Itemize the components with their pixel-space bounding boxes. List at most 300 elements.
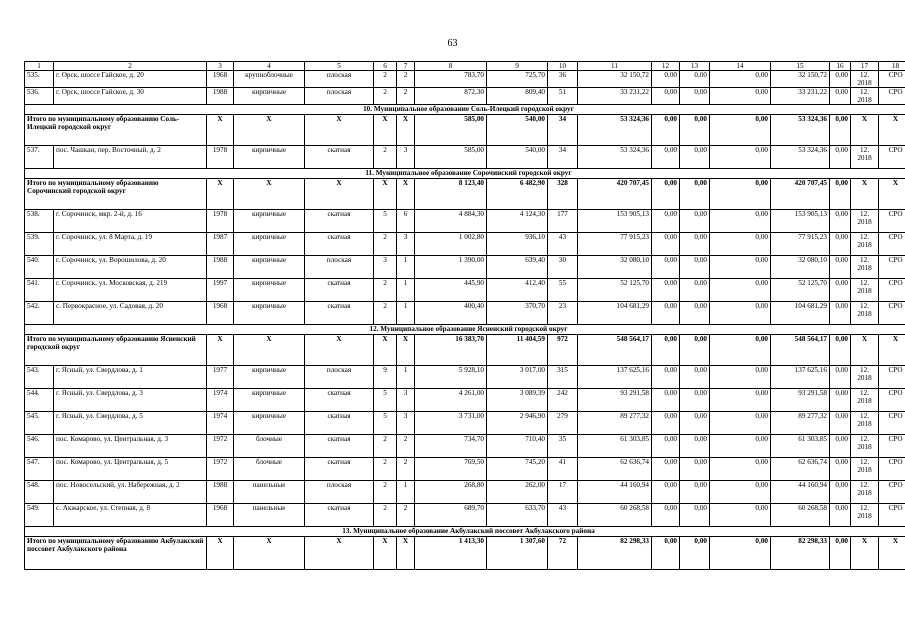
subtotal-row — [25, 537, 905, 570]
column-number-cell: 7 — [397, 62, 415, 71]
table-cell: г. Сорочинск, мкр. 2-й, д. 16 — [54, 210, 207, 233]
table-cell: плоская — [305, 481, 374, 504]
subtotal-cell: 82 298,33 — [771, 537, 830, 570]
table-cell: 445,90 — [415, 279, 487, 302]
table-cell: 3 — [397, 389, 415, 412]
table-cell: 12. 2018 — [851, 481, 879, 504]
table-cell: 2 — [374, 71, 397, 88]
subtotal-cell: X — [374, 335, 397, 366]
table-cell: 0,00 — [710, 302, 771, 325]
table-cell: 0,00 — [830, 366, 851, 389]
subtotal-cell: X — [879, 115, 905, 146]
table-cell: 5 — [374, 210, 397, 233]
table-cell: 872,30 — [415, 88, 487, 105]
table-cell: с. Акжарское, ул. Степная, д. 8 — [54, 504, 207, 527]
subtotal-cell: X — [397, 179, 415, 210]
table-cell: СРО — [879, 412, 905, 435]
table-cell: СРО — [879, 71, 905, 88]
table-cell: СРО — [879, 458, 905, 481]
table-cell: 4 884,30 — [415, 210, 487, 233]
table-cell: 0,00 — [830, 302, 851, 325]
subtotal-cell: X — [207, 537, 234, 570]
subtotal-cell: 34 — [548, 115, 578, 146]
table-cell: 33 231,22 — [771, 88, 830, 105]
table-cell: 32 080,10 — [771, 256, 830, 279]
table-cell: 0,00 — [652, 412, 680, 435]
table-cell: 137 625,16 — [578, 366, 652, 389]
column-number-cell: 2 — [54, 62, 207, 71]
table-cell: 12. 2018 — [851, 412, 879, 435]
table-row — [25, 279, 905, 302]
table-cell: 4 124,30 — [487, 210, 548, 233]
table-row — [25, 366, 905, 389]
table-cell: 745,20 — [487, 458, 548, 481]
subtotal-cell: 0,00 — [652, 179, 680, 210]
subtotal-cell: X — [234, 179, 305, 210]
table-cell: 0,00 — [680, 279, 710, 302]
subtotal-cell: 972 — [548, 335, 578, 366]
table-cell: СРО — [879, 366, 905, 389]
table-cell: 545. — [25, 412, 54, 435]
table-cell: 0,00 — [710, 88, 771, 105]
table-cell: 546. — [25, 435, 54, 458]
table-cell: пос. Чашкан, пер. Восточный, д. 2 — [54, 146, 207, 169]
table-cell: плоская — [305, 256, 374, 279]
table-cell: 3 089,39 — [487, 389, 548, 412]
table-cell: 0,00 — [830, 481, 851, 504]
table-cell: 177 — [548, 210, 578, 233]
table-cell: 17 — [548, 481, 578, 504]
table-cell: 268,80 — [415, 481, 487, 504]
subtotal-cell: 0,00 — [830, 335, 851, 366]
table-cell: 1 — [397, 302, 415, 325]
table-row — [25, 71, 905, 88]
table-cell: 543. — [25, 366, 54, 389]
table-cell: 0,00 — [830, 71, 851, 88]
table-cell: 0,00 — [680, 233, 710, 256]
table-cell: 0,00 — [710, 412, 771, 435]
table-cell: г. Орск, шоссе Гайское, д. 30 — [54, 88, 207, 105]
table-cell: 1 002,80 — [415, 233, 487, 256]
subtotal-cell: 548 564,17 — [578, 335, 652, 366]
table-cell: пос. Комарово, ул. Центральная, д. 3 — [54, 435, 207, 458]
table-cell: 783,70 — [415, 71, 487, 88]
table-cell: 2 — [397, 435, 415, 458]
subtotal-cell: 0,00 — [680, 179, 710, 210]
table-row — [25, 412, 905, 435]
table-cell: СРО — [879, 435, 905, 458]
subtotal-cell: X — [397, 537, 415, 570]
subtotal-cell: X — [879, 335, 905, 366]
table-cell: 12. 2018 — [851, 71, 879, 88]
table-cell: 153 905,13 — [578, 210, 652, 233]
column-number-cell: 11 — [578, 62, 652, 71]
table-row — [25, 210, 905, 233]
table-cell: 0,00 — [830, 504, 851, 527]
table-cell: 2 — [374, 504, 397, 527]
subtotal-cell: 420 707,45 — [771, 179, 830, 210]
table-cell: 23 — [548, 302, 578, 325]
table-cell: 77 915,23 — [771, 233, 830, 256]
table-cell: 0,00 — [680, 458, 710, 481]
section-title: 12. Муниципальное образование Ясненский городской округ — [25, 325, 905, 335]
table-cell: скатная — [305, 210, 374, 233]
table-cell: 104 681,29 — [771, 302, 830, 325]
table-cell: 89 277,32 — [578, 412, 652, 435]
subtotal-cell: 1 307,60 — [487, 537, 548, 570]
subtotal-cell: 0,00 — [652, 335, 680, 366]
table-cell: скатная — [305, 435, 374, 458]
table-cell: 12. 2018 — [851, 458, 879, 481]
table-cell: 36 — [548, 71, 578, 88]
table-cell: 60 268,58 — [771, 504, 830, 527]
subtotal-cell: 0,00 — [710, 537, 771, 570]
subtotal-cell: 328 — [548, 179, 578, 210]
table-cell: 12. 2018 — [851, 146, 879, 169]
table-cell: 93 291,58 — [578, 389, 652, 412]
table-cell: 542. — [25, 302, 54, 325]
table-cell: скатная — [305, 146, 374, 169]
table-cell: 0,00 — [680, 389, 710, 412]
table-cell: 541. — [25, 279, 54, 302]
subtotal-label: Итого по муниципальному образованию Сорочинский городской округ — [25, 179, 207, 210]
table-cell: 0,00 — [710, 389, 771, 412]
subtotal-cell: X — [879, 537, 905, 570]
column-number-cell: 12 — [652, 62, 680, 71]
table-cell: 1988 — [207, 88, 234, 105]
subtotal-cell: 0,00 — [710, 335, 771, 366]
subtotal-row — [25, 115, 905, 146]
table-cell: 689,70 — [415, 504, 487, 527]
subtotal-cell: X — [851, 179, 879, 210]
table-cell: 585,00 — [415, 146, 487, 169]
column-number-row — [25, 62, 905, 71]
table-cell: 4 261,00 — [415, 389, 487, 412]
table-cell: 12. 2018 — [851, 233, 879, 256]
table-cell: 0,00 — [710, 366, 771, 389]
table-cell: панельные — [234, 481, 305, 504]
table-cell: СРО — [879, 389, 905, 412]
table-cell: 0,00 — [680, 210, 710, 233]
table-cell: г. Ясный, ул. Свердлова, д. 1 — [54, 366, 207, 389]
subtotal-cell: 420 707,45 — [578, 179, 652, 210]
table-cell: 153 905,13 — [771, 210, 830, 233]
table-cell: кирпичные — [234, 389, 305, 412]
section-header-row — [25, 527, 905, 537]
table-cell: 5 — [374, 389, 397, 412]
table-cell: 0,00 — [652, 504, 680, 527]
column-number-cell: 4 — [234, 62, 305, 71]
table-cell: 0,00 — [680, 481, 710, 504]
subtotal-cell: 548 564,17 — [771, 335, 830, 366]
table-cell: 12. 2018 — [851, 88, 879, 105]
table-cell: 0,00 — [830, 88, 851, 105]
table-cell: 2 — [374, 88, 397, 105]
table-row — [25, 302, 905, 325]
table-cell: г. Сорочинск, ул. Ворошилова, д. 20 — [54, 256, 207, 279]
table-cell: 0,00 — [680, 504, 710, 527]
table-cell: 809,40 — [487, 88, 548, 105]
table-cell: СРО — [879, 210, 905, 233]
subtotal-label: Итого по муниципальному образованию Ясненский городской округ — [25, 335, 207, 366]
subtotal-cell: X — [305, 179, 374, 210]
table-cell: 544. — [25, 389, 54, 412]
table-cell: 2 — [374, 481, 397, 504]
table-cell: с. Первокрасное, ул. Садовая, д. 20 — [54, 302, 207, 325]
subtotal-cell: 16 383,70 — [415, 335, 487, 366]
table-row — [25, 146, 905, 169]
table-cell: 2 — [374, 279, 397, 302]
table-cell: 0,00 — [830, 279, 851, 302]
table-cell: г. Орск, шоссе Гайское, д. 20 — [54, 71, 207, 88]
table-cell: плоская — [305, 71, 374, 88]
table-cell: 0,00 — [680, 71, 710, 88]
table-cell: 0,00 — [710, 233, 771, 256]
subtotal-cell: X — [851, 115, 879, 146]
column-number-cell: 17 — [851, 62, 879, 71]
table-cell: 262,00 — [487, 481, 548, 504]
table-cell: 12. 2018 — [851, 389, 879, 412]
table-cell: 0,00 — [652, 210, 680, 233]
table-cell: 0,00 — [710, 435, 771, 458]
table-cell: кирпичные — [234, 279, 305, 302]
table-cell: 1974 — [207, 389, 234, 412]
table-cell: 0,00 — [710, 481, 771, 504]
table-cell: 12. 2018 — [851, 210, 879, 233]
table-cell: 0,00 — [652, 302, 680, 325]
subtotal-cell: X — [397, 335, 415, 366]
section-header-row — [25, 325, 905, 335]
table-cell: 137 625,16 — [771, 366, 830, 389]
subtotal-label: Итого по муниципальному образованию Акбулакский поссовет Акбулакского района — [25, 537, 207, 570]
table-cell: кирпичные — [234, 210, 305, 233]
table-cell: СРО — [879, 302, 905, 325]
subtotal-cell: 6 482,90 — [487, 179, 548, 210]
table-cell: 2 — [374, 146, 397, 169]
table-cell: 53 324,36 — [578, 146, 652, 169]
table-row — [25, 435, 905, 458]
subtotal-cell: 72 — [548, 537, 578, 570]
table-cell: 12. 2018 — [851, 279, 879, 302]
table-cell: 3 731,00 — [415, 412, 487, 435]
table-cell: 62 636,74 — [578, 458, 652, 481]
page-number: 63 — [447, 38, 458, 49]
table-cell: 0,00 — [652, 389, 680, 412]
table-cell: 633,70 — [487, 504, 548, 527]
table-cell: 734,70 — [415, 435, 487, 458]
table-cell: 1 390,00 — [415, 256, 487, 279]
table-cell: 12. 2018 — [851, 435, 879, 458]
table-cell: 32 150,72 — [771, 71, 830, 88]
table-cell: скатная — [305, 504, 374, 527]
subtotal-cell: 0,00 — [652, 115, 680, 146]
column-number-cell: 5 — [305, 62, 374, 71]
table-cell: 2 — [374, 435, 397, 458]
section-title: 13. Муниципальное образование Акбулакский поссовет Акбулакского района — [25, 527, 905, 537]
table-cell: 1972 — [207, 435, 234, 458]
table-cell: 315 — [548, 366, 578, 389]
subtotal-cell: X — [374, 179, 397, 210]
section-header-row — [25, 169, 905, 179]
table-cell: 61 303,85 — [578, 435, 652, 458]
column-number-cell: 13 — [680, 62, 710, 71]
table-cell: СРО — [879, 256, 905, 279]
table-row — [25, 481, 905, 504]
table-cell: 3 017,00 — [487, 366, 548, 389]
table-cell: скатная — [305, 302, 374, 325]
subtotal-cell: 540,00 — [487, 115, 548, 146]
table-cell: 3 — [397, 146, 415, 169]
subtotal-cell: 11 404,59 — [487, 335, 548, 366]
subtotal-cell: X — [207, 179, 234, 210]
table-cell: 2 — [374, 233, 397, 256]
table-cell: 0,00 — [652, 279, 680, 302]
table-cell: 1 — [397, 279, 415, 302]
table-cell: 1988 — [207, 256, 234, 279]
table-cell: 1988 — [207, 481, 234, 504]
table-cell: 12. 2018 — [851, 504, 879, 527]
table-cell: блочные — [234, 458, 305, 481]
subtotal-cell: 1 413,30 — [415, 537, 487, 570]
table-cell: 0,00 — [652, 88, 680, 105]
table-row — [25, 504, 905, 527]
table-cell: 32 150,72 — [578, 71, 652, 88]
table-cell: 0,00 — [652, 366, 680, 389]
table-cell: 0,00 — [710, 504, 771, 527]
table-cell: 1 — [397, 481, 415, 504]
table-cell: плоская — [305, 366, 374, 389]
table-cell: 93 291,58 — [771, 389, 830, 412]
table-cell: 1972 — [207, 458, 234, 481]
table-cell: 12. 2018 — [851, 302, 879, 325]
table-cell: СРО — [879, 233, 905, 256]
subtotal-cell: 0,00 — [830, 115, 851, 146]
table-cell: 0,00 — [710, 256, 771, 279]
table-cell: 540,00 — [487, 146, 548, 169]
table-cell: 1 — [397, 366, 415, 389]
table-cell: 548. — [25, 481, 54, 504]
subtotal-cell: X — [851, 537, 879, 570]
table-cell: 0,00 — [680, 88, 710, 105]
table-cell: г. Сорочинск, ул. 8 Марта, д. 19 — [54, 233, 207, 256]
table-cell: кирпичные — [234, 412, 305, 435]
column-number-cell: 8 — [415, 62, 487, 71]
table-cell: 55 — [548, 279, 578, 302]
column-number-cell: 15 — [771, 62, 830, 71]
table-cell: 639,40 — [487, 256, 548, 279]
subtotal-cell: X — [374, 537, 397, 570]
table-cell: 1997 — [207, 279, 234, 302]
table-cell: СРО — [879, 279, 905, 302]
table-cell: 537. — [25, 146, 54, 169]
subtotal-cell: X — [397, 115, 415, 146]
subtotal-cell: 0,00 — [710, 179, 771, 210]
subtotal-cell: 0,00 — [680, 335, 710, 366]
table-cell: 0,00 — [652, 435, 680, 458]
table-cell: 2 — [374, 302, 397, 325]
table-cell: 51 — [548, 88, 578, 105]
table-cell: 0,00 — [830, 146, 851, 169]
table-cell: 547. — [25, 458, 54, 481]
table-cell: 1978 — [207, 210, 234, 233]
table-cell: 0,00 — [830, 233, 851, 256]
subtotal-cell: X — [305, 537, 374, 570]
table-cell: блочные — [234, 435, 305, 458]
table-cell: 242 — [548, 389, 578, 412]
table-cell: 279 — [548, 412, 578, 435]
column-number-cell: 9 — [487, 62, 548, 71]
table-cell: 0,00 — [652, 256, 680, 279]
table-cell: 9 — [374, 366, 397, 389]
table-cell: 0,00 — [680, 256, 710, 279]
table-cell: 5 928,10 — [415, 366, 487, 389]
column-number-cell: 6 — [374, 62, 397, 71]
subtotal-cell: 53 324,36 — [578, 115, 652, 146]
table-cell: 370,70 — [487, 302, 548, 325]
table-cell: 1968 — [207, 71, 234, 88]
column-number-cell: 16 — [830, 62, 851, 71]
table-cell: 1 — [397, 256, 415, 279]
column-number-cell: 10 — [548, 62, 578, 71]
table-cell: 535. — [25, 71, 54, 88]
table-cell: 0,00 — [652, 71, 680, 88]
table-cell: 1968 — [207, 504, 234, 527]
table-cell: 1977 — [207, 366, 234, 389]
section-header-row — [25, 105, 905, 115]
section-title: 10. Муниципальное образование Соль-Илецкий городской округ — [25, 105, 905, 115]
subtotal-cell: 53 324,36 — [771, 115, 830, 146]
table-cell: 3 — [397, 233, 415, 256]
table-cell: 30 — [548, 256, 578, 279]
table-cell: 1968 — [207, 302, 234, 325]
subtotal-cell: X — [234, 335, 305, 366]
subtotal-cell: 0,00 — [710, 115, 771, 146]
table-cell: скатная — [305, 412, 374, 435]
table-cell: 0,00 — [680, 302, 710, 325]
table-cell: 1987 — [207, 233, 234, 256]
table-cell: 6 — [397, 210, 415, 233]
table-cell: 539. — [25, 233, 54, 256]
table-cell: 32 080,10 — [578, 256, 652, 279]
table-cell: 412,40 — [487, 279, 548, 302]
table-cell: 12. 2018 — [851, 256, 879, 279]
table-cell: 0,00 — [710, 71, 771, 88]
column-number-cell: 14 — [710, 62, 771, 71]
table-cell: кирпичные — [234, 233, 305, 256]
table-cell: 0,00 — [830, 256, 851, 279]
table-row — [25, 233, 905, 256]
table-cell: скатная — [305, 279, 374, 302]
table-cell: 104 681,29 — [578, 302, 652, 325]
table-cell: 33 231,22 — [578, 88, 652, 105]
table-cell: 0,00 — [830, 389, 851, 412]
table-row — [25, 88, 905, 105]
table-cell: 710,40 — [487, 435, 548, 458]
table-cell: 400,40 — [415, 302, 487, 325]
table-cell: скатная — [305, 389, 374, 412]
subtotal-cell: 0,00 — [680, 537, 710, 570]
subtotal-cell: 0,00 — [830, 179, 851, 210]
table-row — [25, 389, 905, 412]
table-cell: 0,00 — [652, 481, 680, 504]
table-cell: 0,00 — [830, 412, 851, 435]
table-cell: 44 160,94 — [771, 481, 830, 504]
table-cell: скатная — [305, 233, 374, 256]
table-row — [25, 458, 905, 481]
table-cell: 43 — [548, 233, 578, 256]
table-cell: 2 — [397, 504, 415, 527]
table-cell: 2 946,90 — [487, 412, 548, 435]
